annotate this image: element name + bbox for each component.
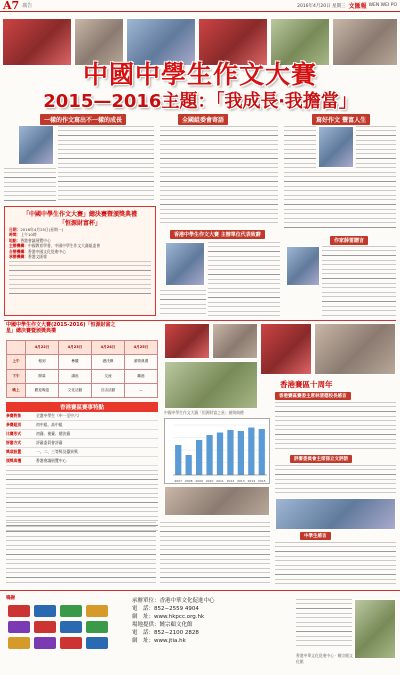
page-header <box>0 0 400 12</box>
award-info-row: 合辦機構：香港中國文化促進中心 <box>9 248 66 254</box>
right-middle-heading: 作家薛雷贈言 <box>330 236 368 245</box>
section-divider <box>4 320 396 321</box>
table-cell: 離港 <box>124 369 157 383</box>
table-cell: 頒獎典禮 <box>124 355 157 369</box>
portrait-right-2 <box>286 246 320 286</box>
sponsor-logo <box>60 605 82 617</box>
portrait-left <box>18 125 54 165</box>
center-column-heading: 全國組委會寄語 <box>178 114 228 125</box>
table-cell: 報到 <box>25 355 58 369</box>
right-lower-heading-a: 香港賽區賽委主席林清德校長感言 <box>275 392 351 400</box>
table-row <box>7 369 158 383</box>
chart-bar <box>259 429 265 475</box>
chart-x-tick-label: 2013 <box>237 479 245 483</box>
event-photo-1 <box>164 323 210 359</box>
organiser-row: 承辦單位：香港中華文化促進中心 <box>132 598 215 604</box>
chart-bar <box>238 431 244 475</box>
page-number: A7 <box>3 0 20 12</box>
right-lower-heading-c: 中學生感言 <box>300 532 331 540</box>
schedule-table <box>6 340 158 398</box>
right-middle-text <box>322 246 396 316</box>
subheadline: 2015—2016主題：「我成長‧我擔當」 <box>43 91 357 112</box>
award-info-row: 承辦機構：香港文匯報 <box>9 254 47 260</box>
chart-x-tick-label: 2008 <box>184 479 193 483</box>
issue-date: 2016年4月20日 星期三 <box>297 3 346 9</box>
award-info-box <box>4 206 156 316</box>
sponsor-logo <box>8 637 30 649</box>
bar-chart <box>165 419 271 485</box>
right-lower-heading-b: 評審委員會主席孫立文評語 <box>290 455 352 463</box>
web-row[interactable]: 網 址：www.hkpcc.org.hk <box>132 614 205 620</box>
participation-chart <box>164 418 270 484</box>
sponsor-logo <box>34 637 56 649</box>
bottom-article-text-3 <box>275 542 396 584</box>
table-cell: 晚上 <box>7 383 26 397</box>
chart-x-tick-label: 2007 <box>174 479 183 483</box>
ten-years-banner: 香港賽區十周年 <box>280 380 333 389</box>
sponsor-heading: 鳴謝 <box>6 596 15 601</box>
center-article-text <box>160 126 278 226</box>
table-cell: 講座 <box>58 369 91 383</box>
award-photo <box>164 486 270 516</box>
chart-bar <box>186 455 192 475</box>
chart-x-tick-label: 2011 <box>216 479 224 483</box>
chart-bar <box>196 440 202 475</box>
section-label: 廣告 <box>22 3 33 9</box>
chart-x-tick-label: 2015 <box>257 479 266 483</box>
sponsor-logo <box>34 621 56 633</box>
table-cell: 上午 <box>7 355 26 369</box>
rule-item: 獎項設置 一、二、三等獎及優異獎 <box>6 448 158 457</box>
bottom-article-text-1 <box>6 522 156 584</box>
table-header-cell: 4月23日 <box>58 341 91 355</box>
table-cell: 開幕 <box>25 369 58 383</box>
table-cell: — <box>124 383 157 397</box>
chart-bar <box>175 445 181 475</box>
table-cell: 自由活動 <box>91 383 124 397</box>
left-column-heading: 一樣的作文寫出不一樣的成長 <box>40 114 126 125</box>
sponsor-logo <box>60 621 82 633</box>
table-cell: 文化活動 <box>58 383 91 397</box>
brand-name: 文匯報 <box>348 3 367 10</box>
tel-row: 電 話：852−2559 4904 <box>132 606 199 612</box>
tel2-row: 電 話：852−2100 2828 <box>132 630 199 636</box>
event-photo-3 <box>260 323 312 375</box>
center-middle-text-2 <box>160 290 206 316</box>
rule-item: 參賽組別 初中組、高中組 <box>6 421 158 430</box>
sponsor-logo <box>34 605 56 617</box>
left-article-text <box>58 126 154 204</box>
table-cell: 交流 <box>91 369 124 383</box>
web2-row[interactable]: 網 址：www.jtia.hk <box>132 638 186 644</box>
rule-item: 評審方式 評審委員會評審 <box>6 439 158 448</box>
rule-item: 參賽對象 全港中學生（中一至中六） <box>6 412 158 421</box>
award-info-row: 主辦機構：中國教育學會、中國中學生作文大賽組委會 <box>9 243 101 249</box>
sponsor-logo <box>8 605 30 617</box>
table-header-cell <box>7 341 26 355</box>
photo-caption: 中國中學生作文大賽「恒源財富之星」頒獎典禮 <box>164 410 244 415</box>
chart-x-tick-label: 2012 <box>226 479 235 483</box>
chart-x-tick-label: 2009 <box>195 479 203 483</box>
footer-note: 香港中華文化促進中心 · 饒宗頤文化館 <box>296 653 353 664</box>
table-row <box>7 355 158 369</box>
table-header-cell: 4月22日 <box>25 341 58 355</box>
rules-list <box>6 412 158 532</box>
table-cell: 總決賽 <box>91 355 124 369</box>
chart-bar <box>227 430 233 475</box>
chart-bar <box>206 435 212 475</box>
footer-note-text <box>296 599 352 649</box>
rule-item: 頒獎典禮 香港會議展覽中心 <box>6 457 158 466</box>
venue-row: 場地提供：饒宗頤文化館 <box>132 622 193 628</box>
table-cell: 參觀 <box>58 355 91 369</box>
right-article-text-3 <box>284 172 396 232</box>
sponsor-logo <box>8 621 30 633</box>
award-info-row: 時間：上午10時 <box>9 232 37 238</box>
sponsor-logo <box>86 637 108 649</box>
rules-bar: 香港賽區賽事特點 <box>6 402 158 412</box>
chart-bar <box>248 428 254 476</box>
sponsor-logo <box>86 605 108 617</box>
timeline-title: 中國中學生作文大賽(2015-2016)「恒源財富之星」總決賽暨頒獎典禮 <box>6 322 116 334</box>
chart-x-tick-label: 2010 <box>205 479 214 483</box>
award-box-subtitle: 「恒源財富杯」 <box>58 220 101 227</box>
headline: 中國中學生作文大賽 <box>82 60 317 89</box>
table-cell: 下午 <box>7 369 26 383</box>
award-box-details <box>9 261 151 297</box>
right-lower-text-b <box>275 465 396 495</box>
event-photo-5 <box>164 361 258 409</box>
group-photo <box>275 498 396 530</box>
rule-item: 比賽形式 初賽、複賽、總決賽 <box>6 430 158 439</box>
right-lower-text-a <box>275 402 396 452</box>
award-info-row: 日期：2016年4月25日(星期一) <box>9 227 64 232</box>
chart-bar <box>217 433 223 476</box>
table-header-row <box>7 341 158 355</box>
table-cell: 歡迎晚宴 <box>25 383 58 397</box>
table-header-cell: 4月24日 <box>91 341 124 355</box>
right-column-heading: 寫好作文 豐富人生 <box>312 114 370 125</box>
award-box-title: 「中國中學生作文大賽」總決賽暨頒獎典禮 <box>22 211 137 218</box>
portrait-center <box>165 242 205 286</box>
contact-info <box>132 597 292 645</box>
bottom-article-text-2 <box>160 522 270 584</box>
portrait-right <box>318 126 354 168</box>
table-header-cell: 4月25日 <box>124 341 157 355</box>
brand-name-en: WEN WEI PO <box>368 3 397 8</box>
chart-x-tick-label: 2014 <box>247 479 256 483</box>
center-middle-text <box>208 242 280 316</box>
venue-photo <box>354 599 396 659</box>
left-article-text-2 <box>4 168 56 204</box>
sponsor-logo <box>60 637 82 649</box>
event-photo-4 <box>314 323 396 375</box>
award-info-row: 地點：香港會議展覽中心 <box>9 237 51 243</box>
center-middle-heading: 香港中學生作文大賽 主辦單位代表致辭 <box>170 230 265 239</box>
sponsor-logo <box>86 621 108 633</box>
table-row <box>7 383 158 397</box>
footer <box>0 590 400 675</box>
event-photo-2 <box>212 323 258 359</box>
